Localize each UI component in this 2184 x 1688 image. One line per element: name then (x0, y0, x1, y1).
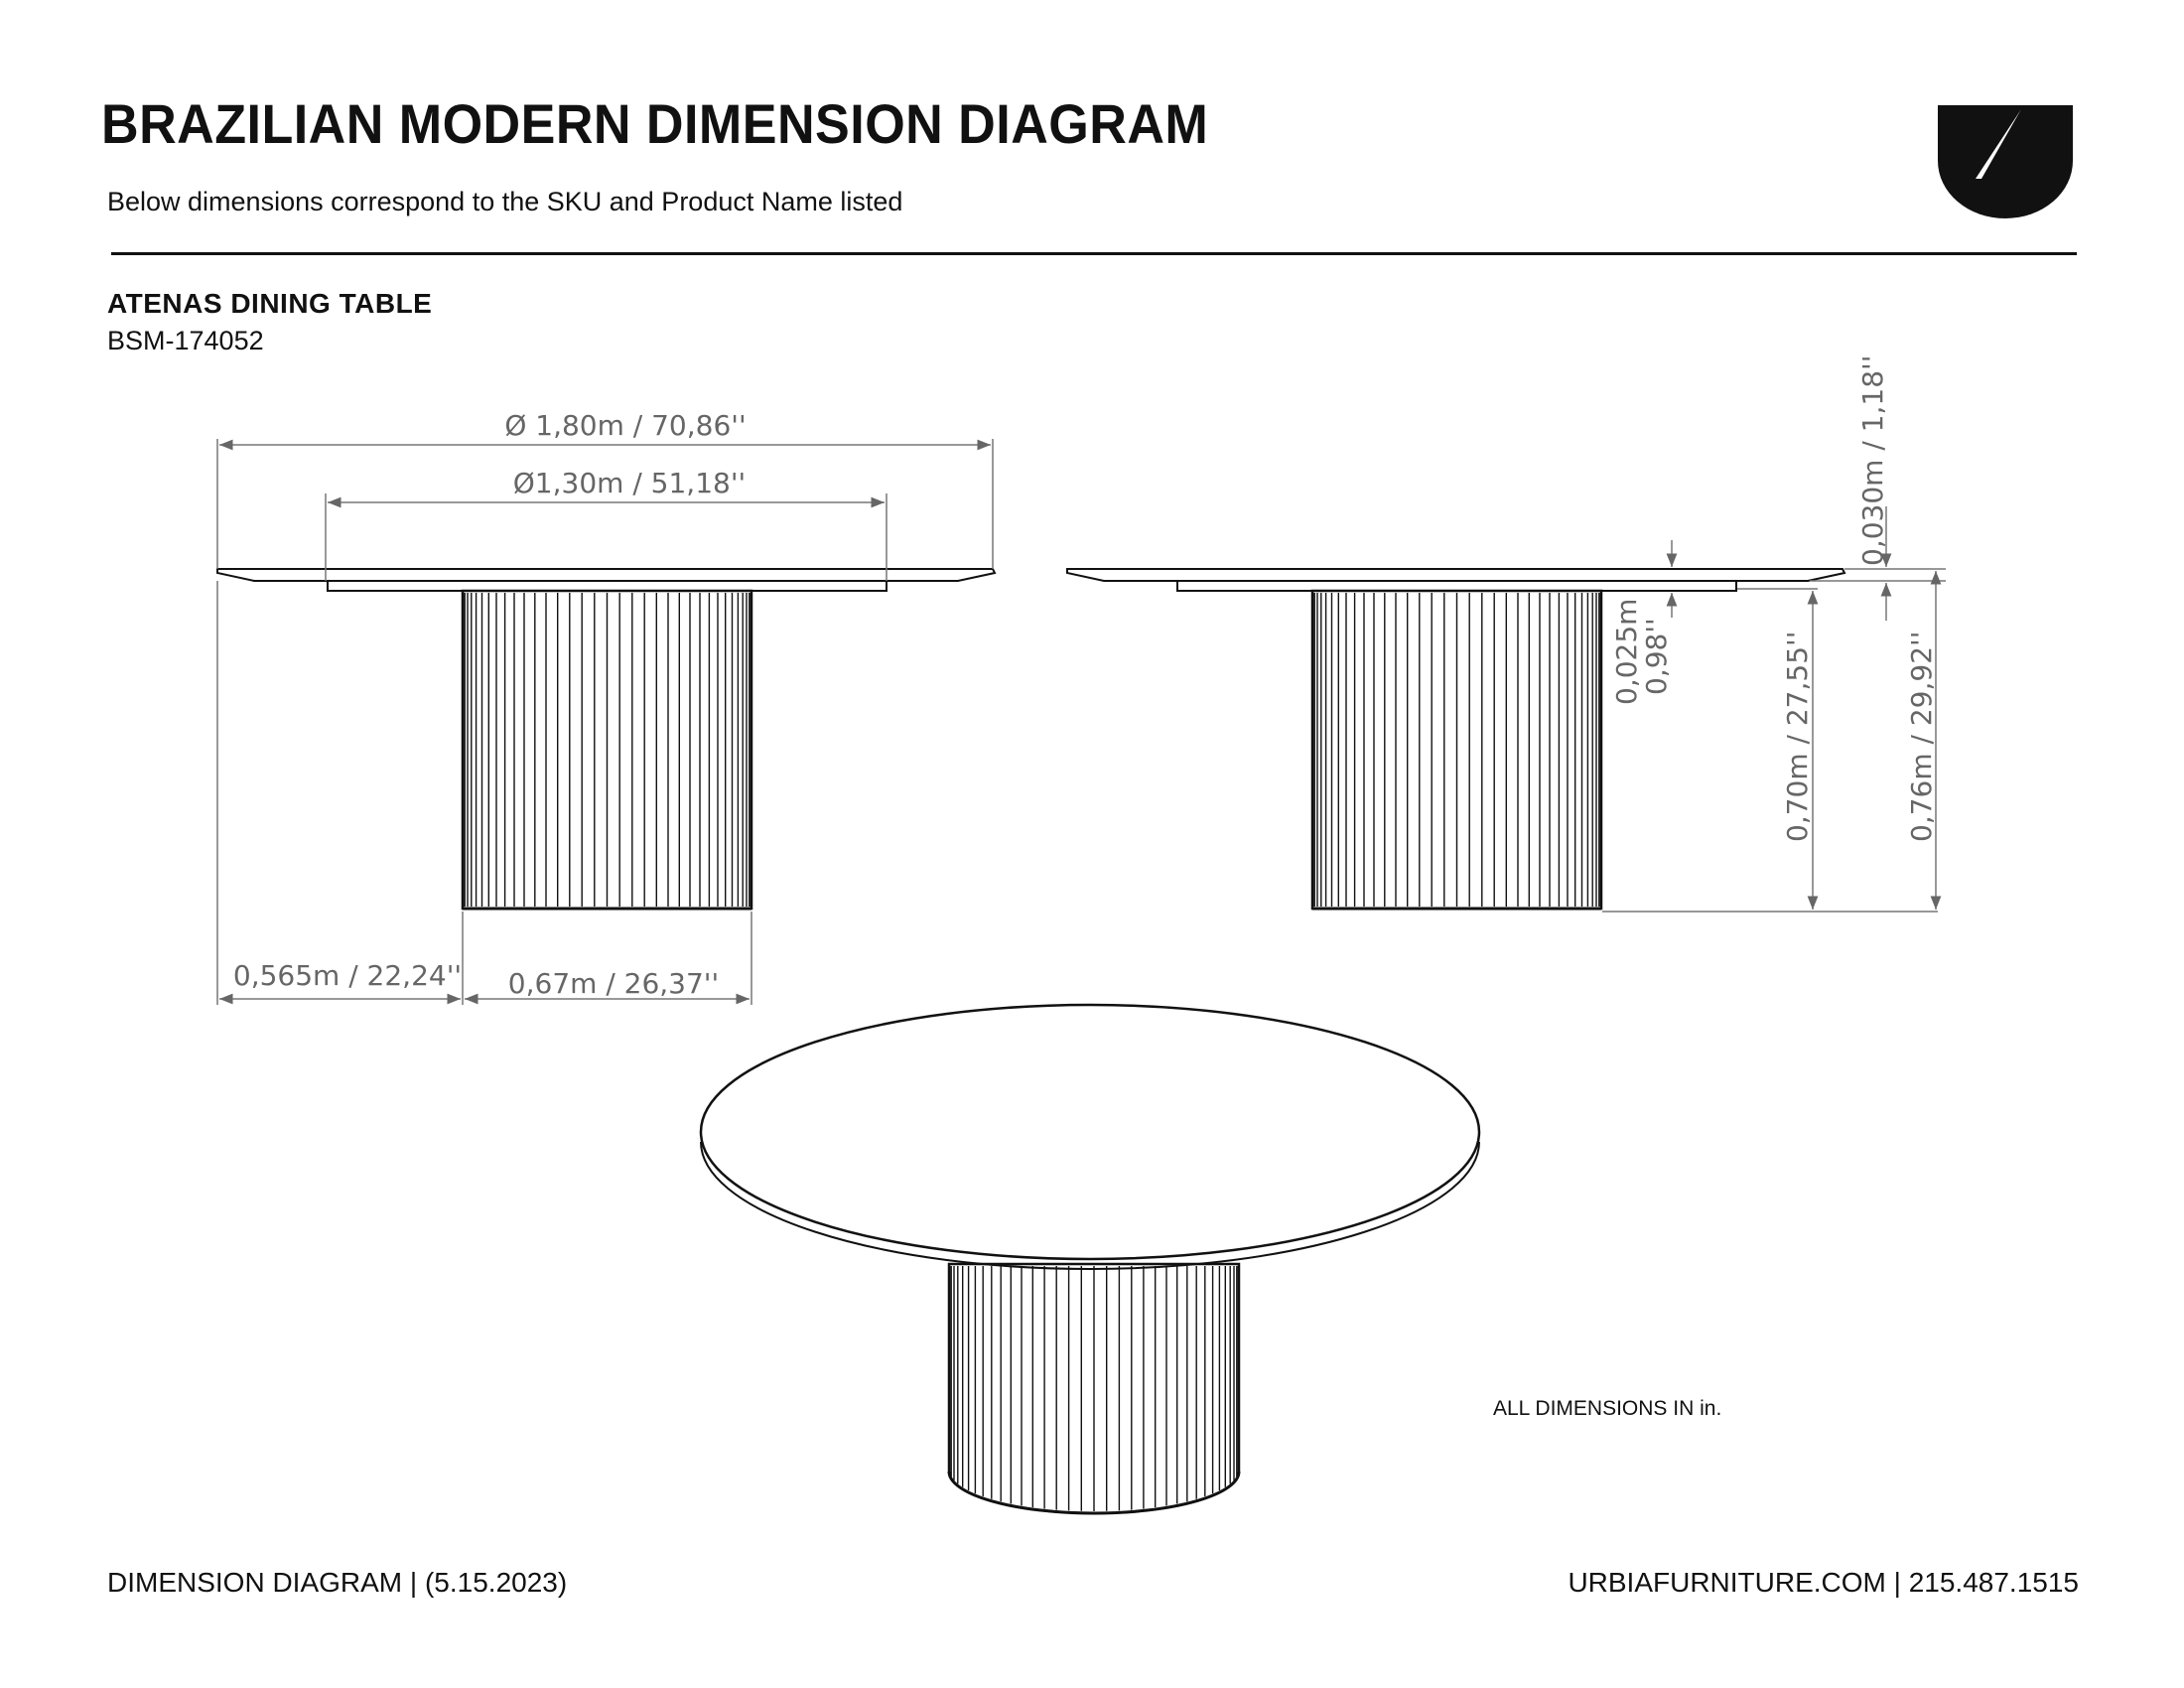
skirt-height-m-label: 0,025m (1610, 598, 1643, 705)
product-sku: BSM-174052 (107, 326, 264, 355)
base-width-label: 0,67m / 26,37'' (507, 967, 720, 1000)
side-dimensions (1602, 506, 1946, 912)
top-thickness-label: 0,030m / 1,18'' (1856, 354, 1889, 566)
skirt-height-in-label: 0,98'' (1640, 618, 1673, 695)
overhang-label: 0,565m / 22,24'' (232, 959, 463, 992)
product-name: ATENAS DINING TABLE (107, 288, 433, 319)
inner-diameter-label: Ø1,30m / 51,18'' (512, 467, 747, 499)
front-view (217, 569, 995, 909)
perspective-view (701, 1005, 1479, 1513)
total-height-label: 0,76m / 29,92'' (1905, 631, 1938, 842)
base-height-label: 0,70m / 27,55'' (1781, 631, 1814, 842)
units-note: ALL DIMENSIONS IN in. (1493, 1397, 1722, 1420)
footer-date: DIMENSION DIAGRAM | (5.15.2023) (107, 1567, 568, 1598)
outer-diameter-label: Ø 1,80m / 70,86'' (504, 409, 747, 442)
page-subtitle: Below dimensions correspond to the SKU and Product Name listed (107, 187, 903, 216)
side-view (1067, 569, 1844, 909)
footer-contact: URBIAFURNITURE.COM | 215.487.1515 (1568, 1567, 2079, 1598)
page-title: BRAZILIAN MODERN DIMENSION DIAGRAM (101, 92, 1209, 155)
